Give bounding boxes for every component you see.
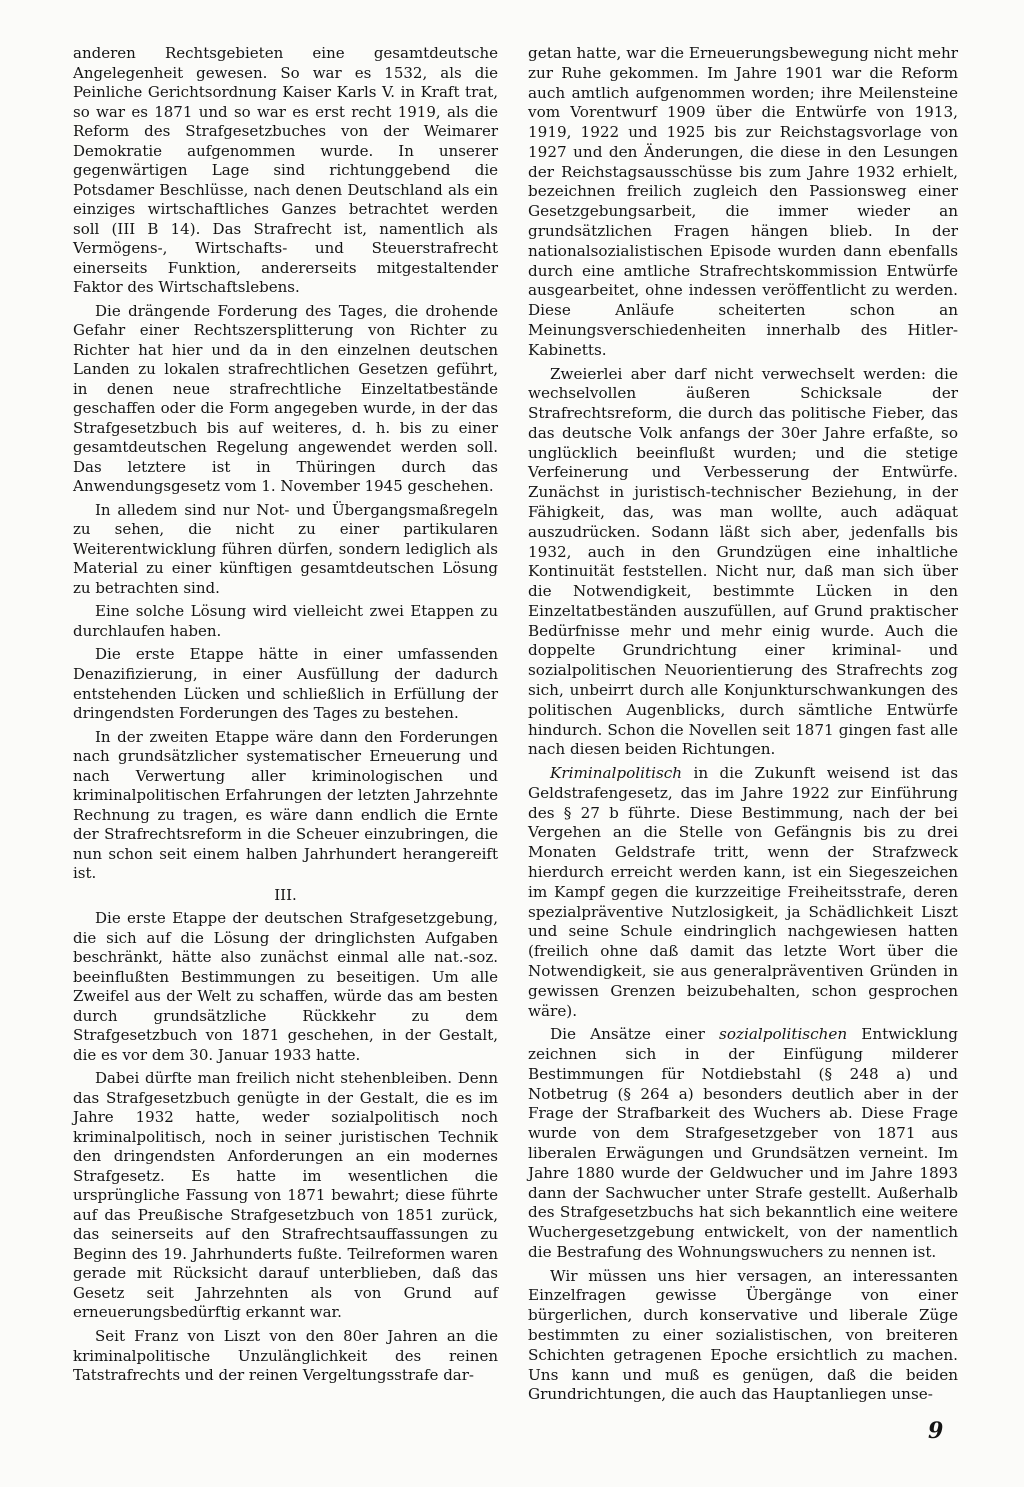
emphasis: Kriminalpolitisch — [550, 764, 683, 783]
paragraph: anderen Rechtsgebieten eine gesamtdeutsche Angelegenheit gewesen. So war es 1532, als die Peinliche Gerichtsordnung Kaiser Karls V. in Kraft trat, so war es 1871 und so war es erst recht 1919, als die Reform des Strafgesetzbuches von der Weimarer Demokratie aufgenommen wurde. In unserer gegenwärtigen Lage sind richtunggebend die Potsdamer Beschlüsse, nach denen Deutschland als ein einziges wirtschaftliches Ganzes betrachtet werden soll (III B 14). Das Strafrecht ist, namentlich als Vermögens-, Wirtschafts- und Steuerstrafrecht einerseits Funktion, andererseits mitgestaltender Faktor des Wirtschaftslebens. — [73, 44, 498, 297]
page-number: 9 — [928, 1418, 944, 1444]
paragraph: Dabei dürfte man freilich nicht stehenbleiben. Denn das Strafgesetzbuch genügte in der Gestalt, die es im Jahre 1932 hatte, weder sozialpolitisch noch kriminalpolitisch, noch in seiner juristischen Technik den dringendsten Anforderungen an ein modernes Strafgesetz. Es hatte im wesentlichen die ursprüngliche Fassung von 1871 bewahrt; diese führte auf das Preußische Strafgesetzbuch von 1851 zurück, das seinerseits auf den Strafrechtsauffassungen zu Beginn des 19. Jahrhunderts fußte. Teilreformen waren gerade mit Rücksicht darauf unterblieben, daß das Gesetz seit Jahrzehnten als von Grund auf erneuerungsbedürftig erkannt war. — [73, 1069, 498, 1322]
paragraph: Wir müssen uns hier versagen, an interessanten Einzelfragen gewisse Übergänge von einer bürgerlichen, durch konservative und liberale Züge bestimmten zu einer sozialistischen, von breiteren Schichten getragenen Epoche ersichtlich zu machen. Uns kann und muß es genügen, daß die beiden Grundrichtungen, die auch das Hauptanliegen unse- — [528, 1266, 958, 1404]
paragraph: Die erste Etappe der deutschen Strafgesetzgebung, die sich auf die Lösung der dringlichsten Aufgaben beschränkt, hätte also zunächst einmal alle nat.-soz. beeinflußten Bestimmungen zu beseitigen. Um alle Zweifel aus der Welt zu schaffen, würde das am besten durch grundsätzliche Rückkehr zu dem Strafgesetzbuch von 1871 geschehen, in der Gestalt, die es vor dem 30. Januar 1933 hatte. — [73, 909, 498, 1064]
paragraph-text: Entwicklung zeichnen sich in der Einfügung milderer Bestimmungen für Notdiebstahl (§ 248 a) und Notbetrug (§ 264 a) besonders deutlich aber in der Frage der Strafbarkeit des Wuchers ab. Diese Frage wurde von dem Strafgesetzgeber von 1871 aus liberalen Erwägungen und Grundsätzen verneint. Im Jahre 1880 wurde der Geldwucher und im Jahre 1893 dann der Sachwucher unter Strafe gestellt. Außerhalb des Strafgesetzbuchs hat sich bekanntlich eine weitere Wuchergesetzgebung entwickelt, von der namentlich die Bestrafung des Wohnungswuchers zu nennen ist. — [528, 1025, 958, 1261]
paragraph: getan hatte, war die Erneuerungsbewegung nicht mehr zur Ruhe gekommen. Im Jahre 1901 war die Reform auch amtlich aufgenommen worden; ihre Meilensteine vom Vorentwurf 1909 über die Entwürfe von 1913, 1919, 1922 und 1925 bis zur Reichstagsvorlage von 1927 und den Änderungen, die diese in den Lesungen der Reichstagsausschüsse bis zum Jahre 1932 erhielt, bezeichnen freilich zugleich den Passionsweg einer Gesetzgebungsarbeit, die immer wieder an grundsätzlichen Fragen hängen blieb. In der nationalsozialistischen Episode wurden dann ebenfalls durch eine amtliche Strafrechtskommission Entwürfe ausgearbeitet, ohne indessen veröffentlicht zu werden. Diese Anläufe scheiterten schon an Meinungsverschiedenheiten innerhalb des Hitler-Kabinetts. — [528, 44, 958, 359]
section-heading: III. — [274, 885, 297, 904]
paragraph — [528, 1025, 958, 1262]
paragraph — [528, 764, 958, 1021]
paragraph: In alledem sind nur Not- und Übergangsmaßregeln zu sehen, die nicht zu einer partikularen Weiterentwicklung führen dürfen, sondern lediglich als Material zu einer künftigen gesamtdeutschen Lösung zu betrachten sind. — [73, 500, 498, 597]
emphasis: sozialpolitischen — [719, 1025, 848, 1044]
paragraph-text: in die Zukunft weisend ist das Geldstrafengesetz, das im Jahre 1922 zur Einführung des § 27 b führte. Diese Bestimmung, nach der bei Vergehen an die Stelle von Gefängnis bis zu drei Monaten Geldstrafe tritt, wenn der Strafzweck hierdurch erreicht werden kann, ist ein Siegeszeichen im Kampf gegen die kurzzeitige Freiheitsstrafe, deren spezialpräventive Nutzlosigkeit, ja Schädlichkeit Liszt und seine Schule eindringlich nachgewiesen hatten (freilich ohne daß damit das letzte Wort über die Notwendigkeit, sie aus generalpräventiven Gründen in gewissen Grenzen beizubehalten, schon gesprochen wäre). — [528, 764, 958, 1020]
paragraph: Die erste Etappe hätte in einer umfassenden Denazifizierung, in einer Ausfüllung der dadurch entstehenden Lücken und schließlich in Erfüllung der dringendsten Forderungen des Tages zu bestehen. — [73, 645, 498, 723]
paragraph: Eine solche Lösung wird vielleicht zwei Etappen zu durchlaufen haben. — [73, 602, 498, 640]
paragraph: Die drängende Forderung des Tages, die drohende Gefahr einer Rechtszersplitterung von Richter zu Richter hat hier und da in den einzelnen deutschen Landen zu lokalen strafrechtlichen Gesetzen geführt, in denen neue strafrechtliche Einzeltatbestände geschaffen oder die Form angegeben wurde, in der das Strafgesetzbuch bis auf weiteres, d. h. bis zu einer gesamtdeutschen Regelung angewendet werden soll. Das letztere ist in Thüringen durch das Anwendungsgesetz vom 1. November 1945 geschehen. — [73, 301, 498, 496]
paragraph-text: Die Ansätze einer — [550, 1025, 720, 1044]
paragraph: Seit Franz von Liszt von den 80er Jahren an die kriminalpolitische Unzulänglichkeit des reinen Tatstrafrechts und der reinen Vergeltungsstrafe dar- — [73, 1327, 498, 1385]
left-column — [73, 44, 498, 1386]
paragraph: In der zweiten Etappe wäre dann den Forderungen nach grundsätzlicher systematischer Erneuerung und nach Verwertung aller kriminologischen und kriminalpolitischen Erfahrungen der letzten Jahrzehnte Rechnung zu tragen, es wäre dann endlich die Ernte der Strafrechtsreform in die Scheuer einzubringen, die nun schon seit einem halben Jahrhundert herangereift ist. — [73, 727, 498, 883]
right-column — [528, 44, 958, 1405]
paragraph: Zweierlei aber darf nicht verwechselt werden: die wechselvollen äußeren Schicksale der Strafrechtsreform, die durch das politische Fieber, das das deutsche Volk anfangs der 30er Jahre erfaßte, so unglücklich beeinflußt wurden; und die stetige Verfeinerung und Verbesserung der Entwürfe. Zunächst in juristisch-technischer Beziehung, in der Fähigkeit, das, was man wollte, auch adäquat auszudrücken. Sodann läßt sich aber, jedenfalls bis 1932, auch in den Grundzügen eine inhaltliche Kontinuität feststellen. Nicht nur, daß man sich über die Notwendigkeit, bestimmte Lücken in den Einzeltatbeständen auszufüllen, auf Grund praktischer Bedürfnisse mehr und mehr einig wurde. Auch die doppelte Grundrichtung einer kriminal- und sozialpolitischen Neuorientierung des Strafrechts zog sich, unbeirrt durch alle Konjunkturschwankungen des politischen Augenblicks, durch sämtliche Entwürfe hindurch. Schon die Novellen seit 1871 gingen fast alle nach diesen beiden Richtungen. — [528, 364, 958, 759]
